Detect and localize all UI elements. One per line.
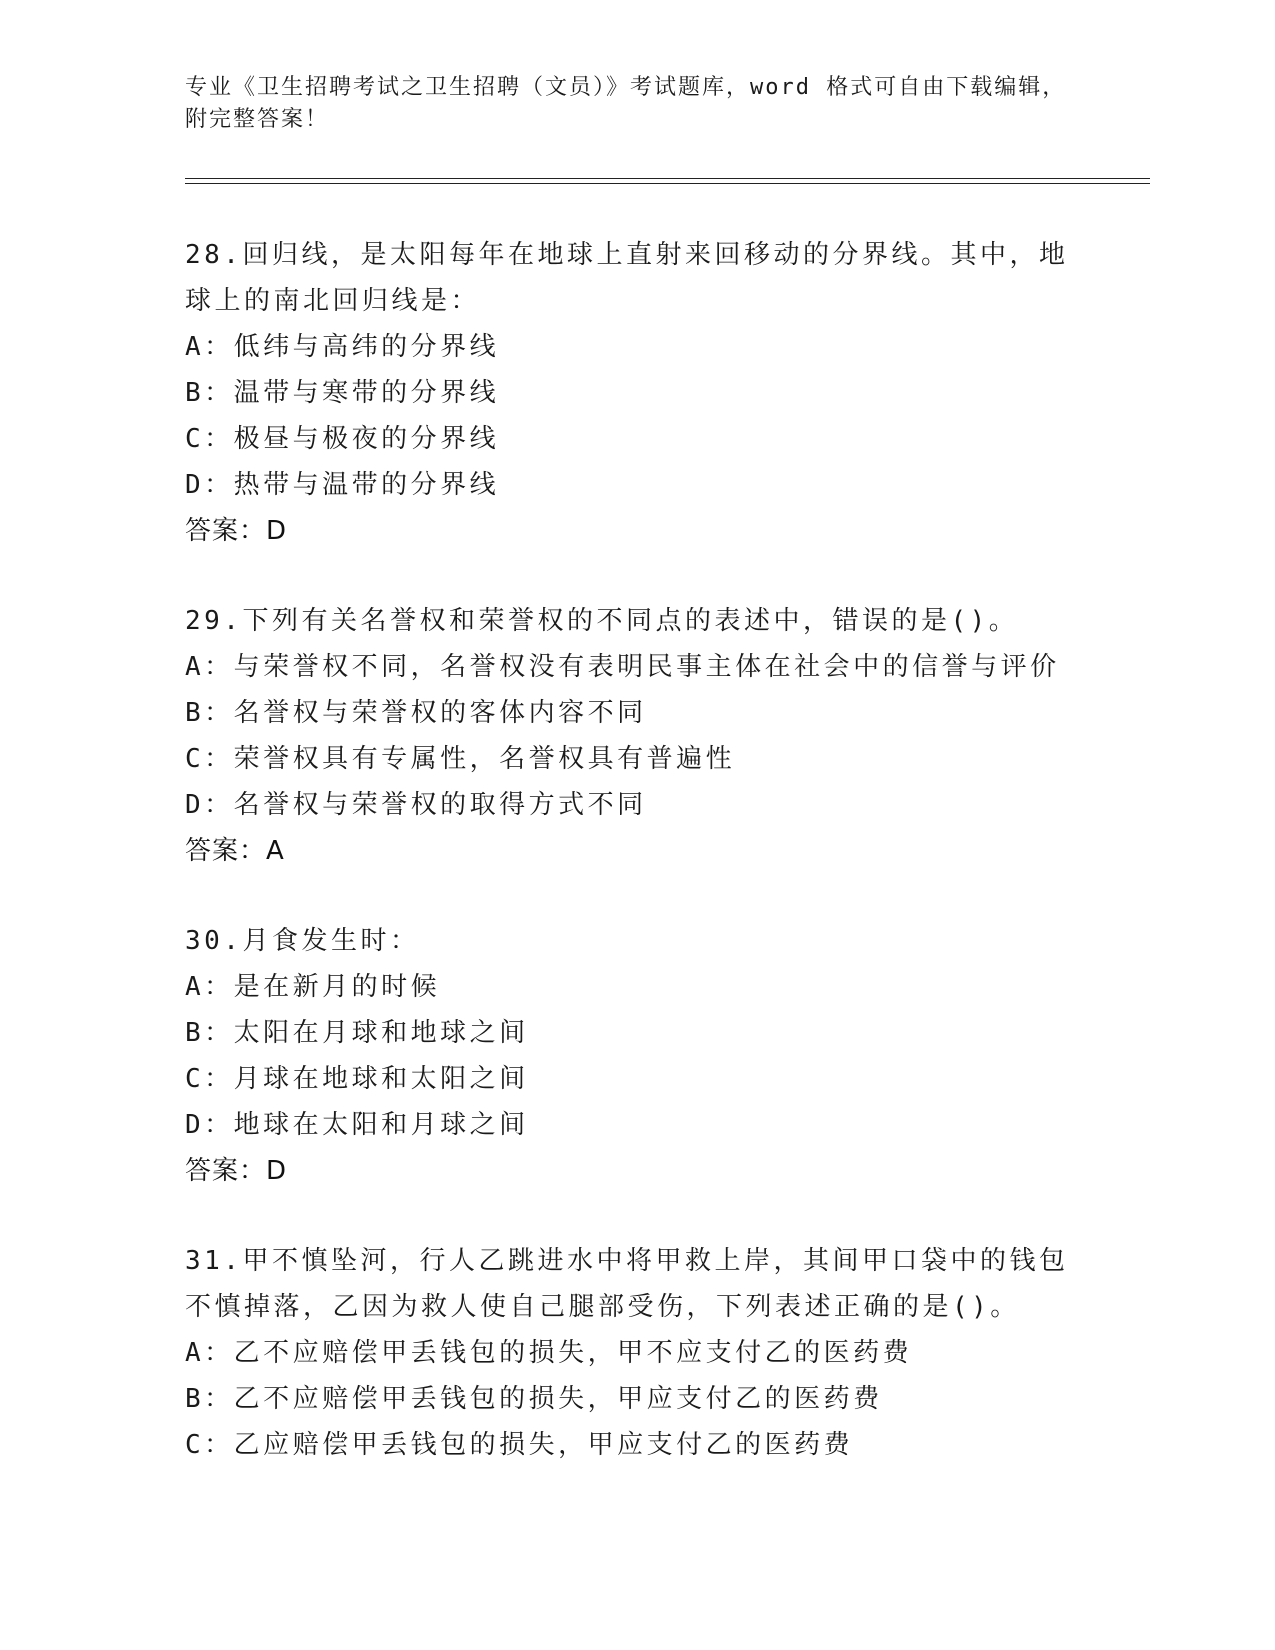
answer-label: 答案：D — [185, 1156, 288, 1186]
answer-label: 答案：A — [185, 836, 285, 866]
option-a: A：与荣誉权不同，名誉权没有表明民事主体在社会中的信誉与评价 — [185, 652, 1060, 682]
option-c: C：荣誉权具有专属性，名誉权具有普遍性 — [185, 744, 736, 774]
question-29 — [185, 598, 1085, 874]
question-stem: 28.回归线，是太阳每年在地球上直射来回移动的分界线。其中，地球上的南北回归线是： — [185, 240, 1069, 316]
answer-label: 答案：D — [185, 516, 288, 546]
option-d: D：热带与温带的分界线 — [185, 470, 500, 500]
option-b: B：乙不应赔偿甲丢钱包的损失，甲应支付乙的医药费 — [185, 1384, 883, 1414]
question-stem: 30.月食发生时： — [185, 926, 420, 956]
question-30 — [185, 918, 1085, 1194]
question-stem: 29.下列有关名誉权和荣誉权的不同点的表述中，错误的是()。 — [185, 606, 1019, 636]
option-c: C：月球在地球和太阳之间 — [185, 1064, 529, 1094]
option-a: A：是在新月的时候 — [185, 972, 441, 1002]
question-stem: 31.甲不慎坠河，行人乙跳进水中将甲救上岸，其间甲口袋中的钱包不慎掉落，乙因为救人使自己腿部受伤，下列表述正确的是()。 — [185, 1246, 1069, 1322]
header-divider-top — [185, 178, 1150, 179]
question-28 — [185, 232, 1085, 554]
document-header: 专业《卫生招聘考试之卫生招聘（文员）》考试题库，word 格式可自由下载编辑，附完整答案！ — [185, 75, 1067, 132]
header-divider-bottom — [185, 183, 1150, 184]
option-d: D：名誉权与荣誉权的取得方式不同 — [185, 790, 647, 820]
option-b: B：名誉权与荣誉权的客体内容不同 — [185, 698, 647, 728]
option-a: A：乙不应赔偿甲丢钱包的损失，甲不应支付乙的医药费 — [185, 1338, 913, 1368]
option-b: B：太阳在月球和地球之间 — [185, 1018, 529, 1048]
option-c: C：乙应赔偿甲丢钱包的损失，甲应支付乙的医药费 — [185, 1430, 854, 1460]
option-b: B：温带与寒带的分界线 — [185, 378, 500, 408]
option-a: A：低纬与高纬的分界线 — [185, 332, 500, 362]
question-31 — [185, 1238, 1085, 1468]
question-list — [185, 232, 1085, 1512]
option-d: D：地球在太阳和月球之间 — [185, 1110, 529, 1140]
option-c: C：极昼与极夜的分界线 — [185, 424, 500, 454]
